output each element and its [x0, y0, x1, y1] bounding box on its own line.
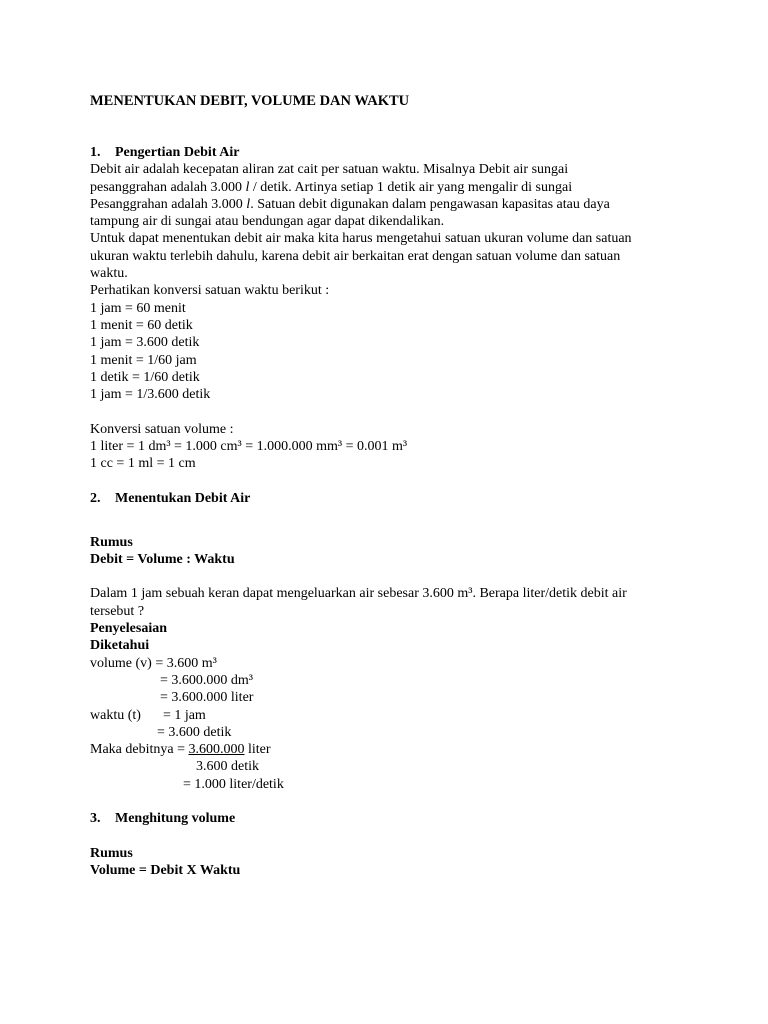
diketahui-label: Diketahui: [90, 638, 150, 654]
volume-line: volume (v) = 3.600 m³: [90, 655, 217, 671]
paragraph-line: Pesanggrahan adalah 3.000 l. Satuan debit digunakan dalam pengawasan kapasitas atau daya: [90, 196, 610, 212]
section-2-heading: [90, 490, 690, 507]
section-3-heading: [90, 810, 690, 827]
paragraph-line: waktu.: [90, 266, 128, 282]
time-conversion-item: 1 jam = 1/3.600 detik: [90, 387, 211, 403]
result-denominator: 3.600 detik: [196, 759, 259, 775]
paragraph-line: Untuk dapat menentukan debit air maka kita harus mengetahui satuan ukuran volume dan satuan: [90, 231, 632, 247]
paragraph-line: tampung air di sungai atau bendungan agar dapat dikendalikan.: [90, 214, 445, 230]
debit-formula: Debit = Volume : Waktu: [90, 551, 235, 567]
time-conversion-intro: Perhatikan konversi satuan waktu berikut :: [90, 283, 330, 299]
section-2-number: 2.: [90, 490, 101, 506]
volume-conversion-intro: Konversi satuan volume :: [90, 421, 234, 437]
result-numerator: 3.600.000: [188, 742, 245, 758]
paragraph-line: Debit air adalah kecepatan aliran zat cait per satuan waktu. Misalnya Debit air sungai: [90, 162, 569, 178]
problem-line: Dalam 1 jam sebuah keran dapat mengeluarkan air sebesar 3.600 m³. Berapa liter/detik debit air: [90, 586, 627, 602]
time-conversion-item: 1 jam = 60 menit: [90, 300, 186, 316]
result-line: Maka debitnya = 3.600.000 liter: [90, 742, 271, 758]
rumus-label: Rumus: [90, 845, 133, 861]
time-conversion-item: 1 jam = 3.600 detik: [90, 335, 200, 351]
volume-line: = 3.600.000 dm³: [160, 672, 253, 688]
section-2-title: Menentukan Debit Air: [115, 490, 251, 506]
time-conversion-item: 1 menit = 60 detik: [90, 317, 193, 333]
result-answer: = 1.000 liter/detik: [183, 776, 284, 792]
document-body: [90, 144, 690, 879]
document-title: MENENTUKAN DEBIT, VOLUME DAN WAKTU: [90, 93, 410, 109]
rumus-label: Rumus: [90, 534, 133, 550]
section-1-number: 1.: [90, 145, 101, 160]
time-conversion-item: 1 menit = 1/60 jam: [90, 352, 197, 368]
waktu-line: = 3.600 detik: [157, 724, 232, 740]
volume-formula: Volume = Debit X Waktu: [90, 863, 241, 879]
waktu-line: waktu (t) = 1 jam: [90, 707, 206, 723]
volume-line: = 3.600.000 liter: [160, 690, 254, 706]
time-conversion-item: 1 detik = 1/60 detik: [90, 369, 200, 385]
section-3-number: 3.: [90, 811, 101, 827]
volume-conversion-item: 1 cc = 1 ml = 1 cm: [90, 456, 196, 472]
penyelesaian-label: Penyelesaian: [90, 621, 167, 637]
volume-conversion-item: 1 liter = 1 dm³ = 1.000 cm³ = 1.000.000 mm³ = 0.001 m³: [90, 439, 408, 455]
section-1-heading: [90, 144, 690, 161]
paragraph-line: ukuran waktu terlebih dahulu, karena debit air berkaitan erat dengan satuan volume dan satuan: [90, 248, 621, 264]
section-3-title: Menghitung volume: [115, 811, 236, 827]
paragraph-line: pesanggrahan adalah 3.000 l / detik. Artinya setiap 1 detik air yang mengalir di sungai: [90, 179, 573, 195]
section-1-title: Pengertian Debit Air: [115, 145, 240, 160]
problem-line: tersebut ?: [90, 603, 145, 619]
